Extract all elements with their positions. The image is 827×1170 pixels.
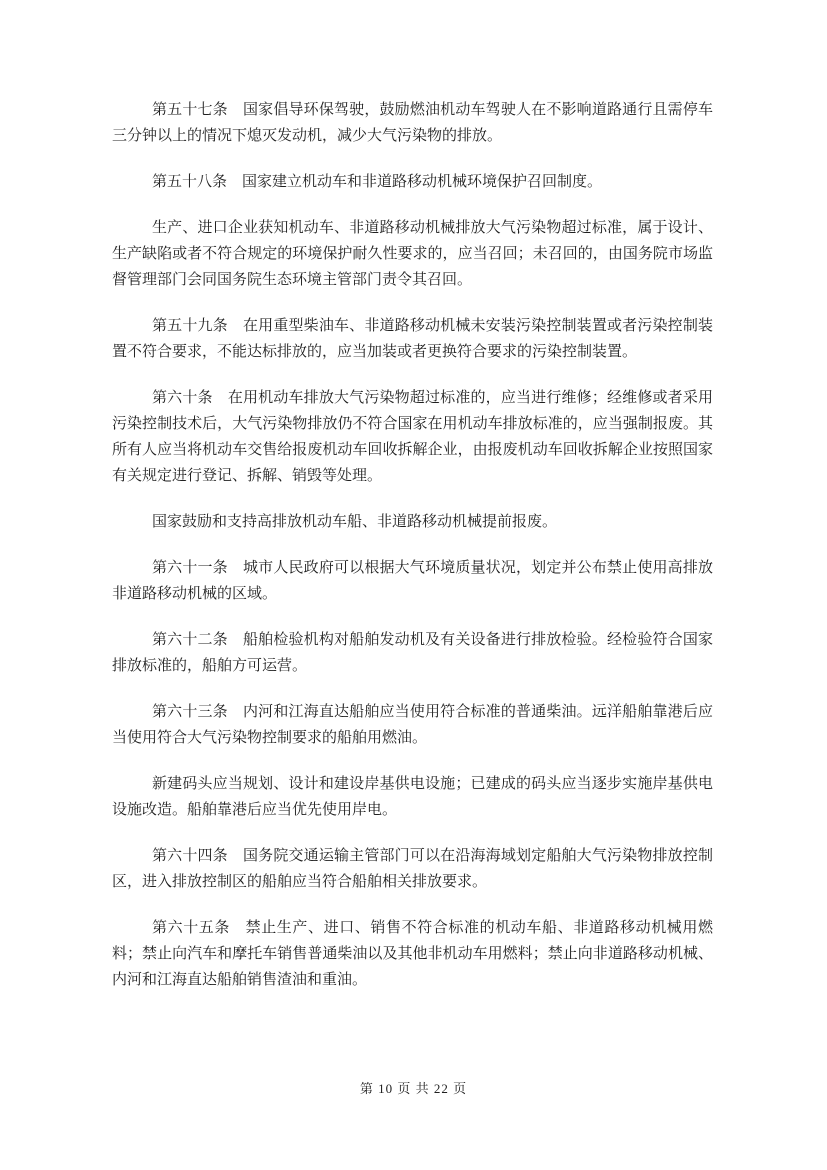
paragraph-article-63: 第六十三条 内河和江海直达船舶应当使用符合标准的普通柴油。远洋船舶靠港后应当使用符合大气污染物控制要求的船舶用燃油。 [112, 704, 713, 746]
paragraph-article-58: 第五十八条 国家建立机动车和非道路移动机械环境保护召回制度。 [152, 174, 603, 190]
paragraph-article-63-clause: 新建码头应当规划、设计和建设岸基供电设施；已建成的码头应当逐步实施岸基供电设施改造。船舶靠港后应当优先使用岸电。 [112, 776, 713, 818]
paragraph-article-62: 第六十二条 船舶检验机构对船舶发动机及有关设备进行排放检验。经检验符合国家排放标准的，船舶方可运营。 [112, 632, 713, 674]
document-body [112, 97, 713, 1013]
paragraph-article-60: 第六十条 在用机动车排放大气污染物超过标准的，应当进行维修；经维修或者采用污染控制技术后，大气污染物排放仍不符合国家在用机动车排放标准的，应当强制报废。其所有人应当将机动车交售给报废机动车回收拆解企业，由报废机动车回收拆解企业按照国家有关规定进行登记、拆解、销毁等处理。 [112, 390, 713, 484]
paragraph-article-64: 第六十四条 国务院交通运输主管部门可以在沿海海域划定船舶大气污染物排放控制区，进入排放控制区的船舶应当符合船舶相关排放要求。 [112, 848, 713, 890]
paragraph-article-57: 第五十七条 国家倡导环保驾驶，鼓励燃油机动车驾驶人在不影响道路通行且需停车三分钟以上的情况下熄灭发动机，减少大气污染物的排放。 [112, 102, 713, 144]
paragraph-article-58-clause: 生产、进口企业获知机动车、非道路移动机械排放大气污染物超过标准，属于设计、生产缺陷或者不符合规定的环境保护耐久性要求的，应当召回；未召回的，由国务院市场监督管理部门会同国务院生态环境主管部门责令其召回。 [112, 220, 713, 288]
paragraph-article-60-clause: 国家鼓励和支持高排放机动车船、非道路移动机械提前报废。 [152, 514, 558, 530]
paragraph-article-65: 第六十五条 禁止生产、进口、销售不符合标准的机动车船、非道路移动机械用燃料；禁止向汽车和摩托车销售普通柴油以及其他非机动车用燃料；禁止向非道路移动机械、内河和江海直达船舶销售渣油和重油。 [112, 920, 713, 988]
page-number-footer: 第 10 页 共 22 页 [359, 1081, 468, 1096]
paragraph-article-59: 第五十九条 在用重型柴油车、非道路移动机械未安装污染控制装置或者污染控制装置不符合要求，不能达标排放的，应当加装或者更换符合要求的污染控制装置。 [112, 318, 713, 360]
paragraph-article-61: 第六十一条 城市人民政府可以根据大气环境质量状况，划定并公布禁止使用高排放非道路移动机械的区域。 [112, 560, 713, 602]
